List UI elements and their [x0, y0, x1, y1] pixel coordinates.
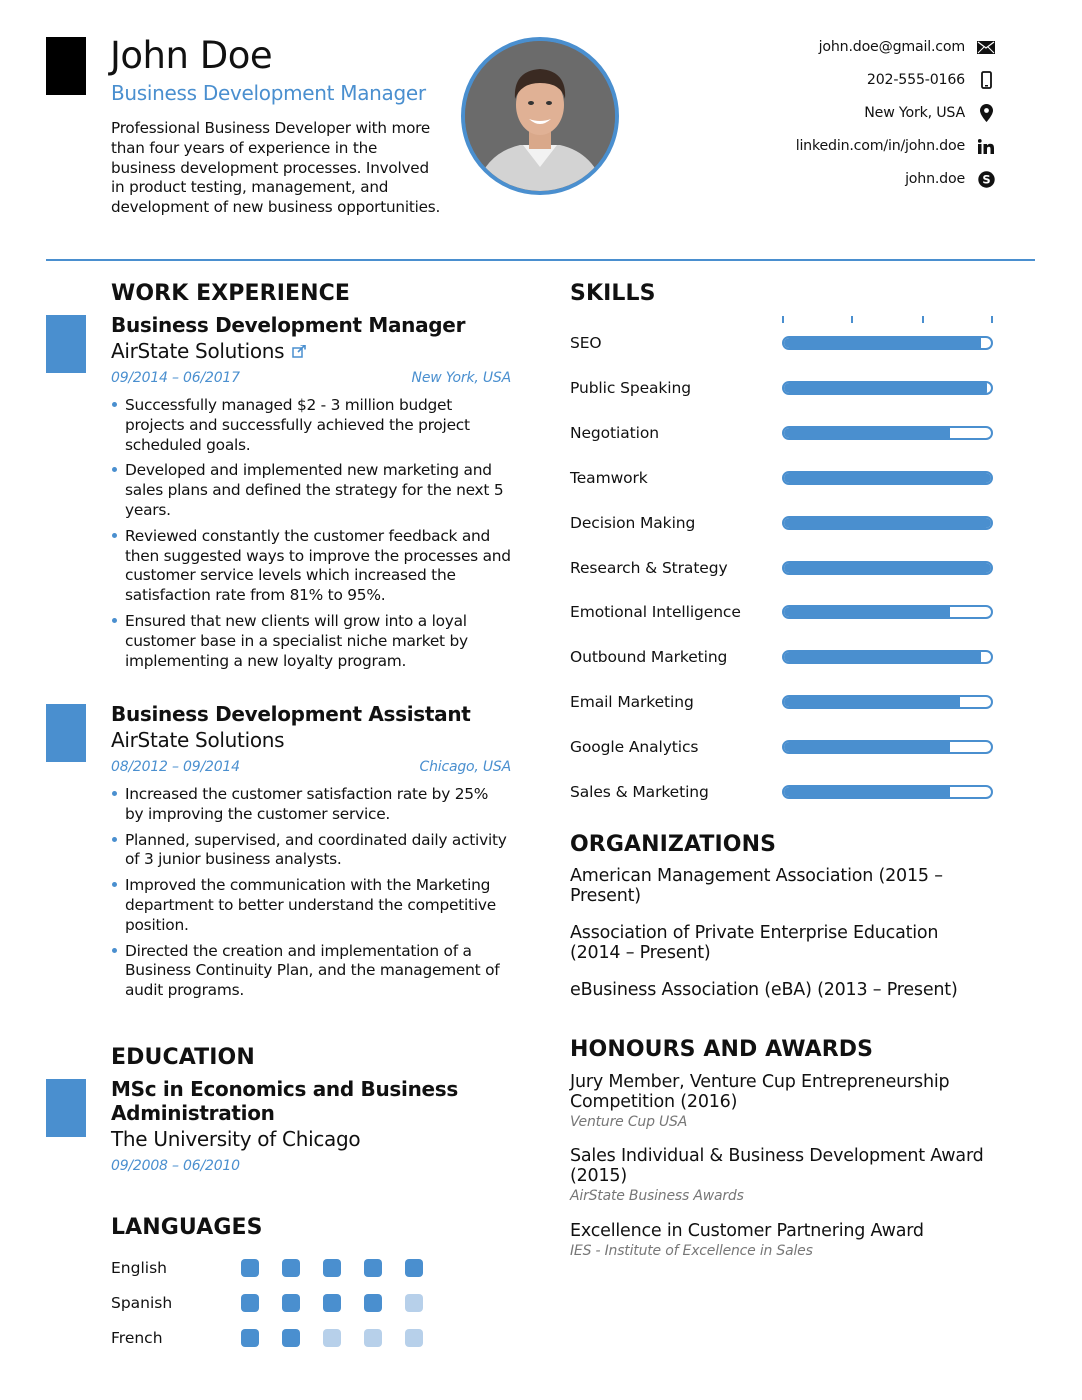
skill-name: Google Analytics [570, 738, 699, 757]
skill-level-fill [784, 338, 981, 348]
education-meta [111, 1158, 511, 1174]
award-item [570, 1146, 990, 1204]
profile-photo [461, 37, 619, 195]
candidate-title: Business Development Manager [111, 81, 426, 105]
job-2-dates: 08/2012 – 09/2014 [111, 759, 240, 775]
skill-row [570, 332, 1000, 354]
level-dot-empty [405, 1329, 423, 1347]
job-1-bullet: Ensured that new clients will grow into a loyal customer base in a specialist niche market by implementing a new loyalty program. [111, 612, 511, 671]
level-dot-empty [405, 1294, 423, 1312]
job-1-company-name: AirState Solutions [111, 339, 285, 363]
award-title: Jury Member, Venture Cup Entrepreneurship Competition (2016) [570, 1072, 950, 1112]
level-dot-filled [405, 1259, 423, 1277]
level-dot-empty [323, 1329, 341, 1347]
award-title: Sales Individual & Business Development Award (2015) [570, 1146, 984, 1186]
svg-text:S: S [981, 172, 991, 187]
scale-tick [782, 316, 784, 323]
skill-level-fill [784, 652, 981, 662]
language-name: English [111, 1259, 167, 1277]
job-1-bullet: Successfully managed $2 - 3 million budget projects and successfully achieved the project scheduled goals. [111, 396, 511, 455]
job-2-bullet: Directed the creation and implementation of a Business Continuity Plan, and the management of audit programs. [111, 942, 511, 1001]
linkedin-icon [977, 137, 995, 155]
skill-name: Public Speaking [570, 378, 691, 397]
education-heading: EDUCATION [111, 1045, 255, 1070]
phone-text: 202-555-0166 [866, 72, 965, 88]
skill-level-fill [784, 518, 991, 528]
job-2-title: Business Development Assistant [111, 702, 471, 726]
skill-name: Outbound Marketing [570, 648, 728, 667]
job-2-bullet: Planned, supervised, and coordinated daily activity of 3 junior business analysts. [111, 831, 511, 871]
language-row-english [111, 1257, 423, 1279]
skill-name: Negotiation [570, 423, 659, 442]
skill-level-fill [784, 473, 991, 483]
skype-icon [977, 170, 995, 188]
location-text: New York, USA [864, 105, 965, 121]
external-link-icon[interactable] [292, 345, 306, 358]
job-1-location: New York, USA [411, 370, 511, 386]
proficiency-dots [241, 1329, 423, 1347]
job-2-marker [46, 704, 86, 762]
profile-summary: Professional Business Developer with more than four years of experience in the business development processes. Involved in product testing, management, and development of new business opportunities. [111, 119, 441, 217]
skill-level-bar [782, 740, 993, 754]
skill-level-fill [784, 563, 991, 573]
skill-name: Research & Strategy [570, 558, 728, 577]
skill-level-bar [782, 381, 993, 395]
award-issuer: IES - Institute of Excellence in Sales [570, 1243, 813, 1259]
organizations-heading: ORGANIZATIONS [570, 832, 777, 857]
language-row-french [111, 1327, 423, 1349]
job-1-bullet: Developed and implemented new marketing and sales plans and defined the strategy for the next 5 years. [111, 461, 511, 520]
award-item [570, 1221, 990, 1259]
skill-level-fill [784, 742, 950, 752]
skill-name: Emotional Intelligence [570, 603, 741, 622]
linkedin-text: linkedin.com/in/john.doe [795, 138, 965, 154]
skill-level-bar [782, 336, 993, 350]
scale-tick [922, 316, 924, 323]
skill-name: Decision Making [570, 513, 696, 532]
skill-level-bar [782, 605, 993, 619]
level-dot-filled [364, 1294, 382, 1312]
skill-name: SEO [570, 334, 602, 352]
level-dot-filled [241, 1294, 259, 1312]
envelope-icon [977, 38, 995, 56]
job-2-company-name: AirState Solutions [111, 728, 285, 752]
job-1-company [111, 339, 306, 363]
level-dot-filled [282, 1329, 300, 1347]
candidate-name: John Doe [110, 34, 273, 77]
job-2-bullet: Increased the customer satisfaction rate by 25% by improving the customer service. [111, 785, 511, 825]
skill-name: Email Marketing [570, 693, 694, 712]
skill-level-bar [782, 426, 993, 440]
job-1-marker [46, 315, 86, 373]
level-dot-filled [323, 1294, 341, 1312]
contact-linkedin[interactable] [796, 135, 995, 157]
header-divider [46, 259, 1035, 261]
name-accent-block [46, 37, 86, 95]
degree-title: MSc in Economics and Business Administration [111, 1077, 459, 1125]
skill-scale-ticks [782, 316, 993, 324]
level-dot-filled [241, 1259, 259, 1277]
skill-level-fill [784, 697, 960, 707]
skill-level-bar [782, 561, 993, 575]
contact-email[interactable] [819, 36, 995, 58]
language-row-spanish [111, 1292, 423, 1314]
job-2-company [111, 728, 284, 752]
skill-level-bar [782, 471, 993, 485]
education-marker [46, 1079, 86, 1137]
scale-tick [851, 316, 853, 323]
education-dates: 09/2008 – 06/2010 [111, 1158, 240, 1174]
level-dot-filled [364, 1259, 382, 1277]
skill-level-bar [782, 516, 993, 530]
portrait-image [465, 41, 615, 191]
skill-row [570, 377, 1000, 399]
language-name: French [111, 1329, 163, 1347]
skill-row [570, 646, 1000, 668]
skill-row [570, 422, 1000, 444]
level-dot-empty [364, 1329, 382, 1347]
organization-item: eBusiness Association (eBA) (2013 – Present) [570, 980, 958, 1000]
skill-level-bar [782, 695, 993, 709]
award-title: Excellence in Customer Partnering Award [570, 1221, 924, 1241]
scale-tick [991, 316, 993, 323]
skill-level-bar [782, 785, 993, 799]
skill-row [570, 601, 1000, 623]
skill-level-fill [784, 607, 950, 617]
skill-row [570, 467, 1000, 489]
language-name: Spanish [111, 1294, 173, 1312]
skill-row [570, 512, 1000, 534]
skill-level-fill [784, 428, 950, 438]
level-dot-filled [241, 1329, 259, 1347]
skill-row [570, 781, 1000, 803]
job-1-meta [111, 370, 511, 386]
work-experience-heading: WORK EXPERIENCE [111, 281, 350, 306]
job-1-bullet: Reviewed constantly the customer feedback and then suggested ways to improve the processes and customer service levels which increased the satisfaction rate from 81% to 95%. [111, 527, 511, 606]
skill-row [570, 691, 1000, 713]
job-2-meta [111, 759, 511, 775]
skill-level-bar [782, 650, 993, 664]
languages-list [111, 1257, 423, 1349]
job-2-location: Chicago, USA [419, 759, 511, 775]
skill-row [570, 557, 1000, 579]
contact-phone[interactable] [867, 69, 995, 91]
proficiency-dots [241, 1259, 423, 1277]
skills-heading: SKILLS [570, 281, 656, 306]
skill-name: Teamwork [570, 468, 648, 487]
email-text: john.doe@gmail.com [818, 39, 965, 55]
organization-item: Association of Private Enterprise Education (2014 – Present) [570, 923, 939, 963]
award-issuer: Venture Cup USA [570, 1114, 688, 1130]
level-dot-filled [282, 1259, 300, 1277]
job-1-title: Business Development Manager [111, 313, 466, 337]
skype-text: john.doe [905, 171, 965, 187]
contact-location [864, 102, 995, 124]
skill-name: Sales & Marketing [570, 783, 709, 801]
skill-row [570, 736, 1000, 758]
skill-level-fill [784, 383, 987, 393]
job-1-dates: 09/2014 – 06/2017 [111, 370, 240, 386]
job-1-bullets [111, 396, 511, 677]
contact-list [675, 36, 995, 206]
awards-heading: HONOURS AND AWARDS [570, 1037, 874, 1062]
school-name: The University of Chicago [111, 1127, 361, 1151]
mobile-phone-icon [977, 71, 995, 89]
map-pin-icon [977, 104, 995, 122]
level-dot-filled [323, 1259, 341, 1277]
contact-skype[interactable] [905, 168, 995, 190]
skill-level-fill [784, 787, 950, 797]
level-dot-filled [282, 1294, 300, 1312]
award-issuer: AirState Business Awards [570, 1188, 744, 1204]
job-2-bullet: Improved the communication with the Marketing department to better understand the competitive position. [111, 876, 511, 935]
organization-item: American Management Association (2015 – Present) [570, 866, 943, 906]
award-item [570, 1072, 990, 1130]
job-2-bullets [111, 785, 511, 1007]
languages-heading: LANGUAGES [111, 1215, 263, 1240]
proficiency-dots [241, 1294, 423, 1312]
